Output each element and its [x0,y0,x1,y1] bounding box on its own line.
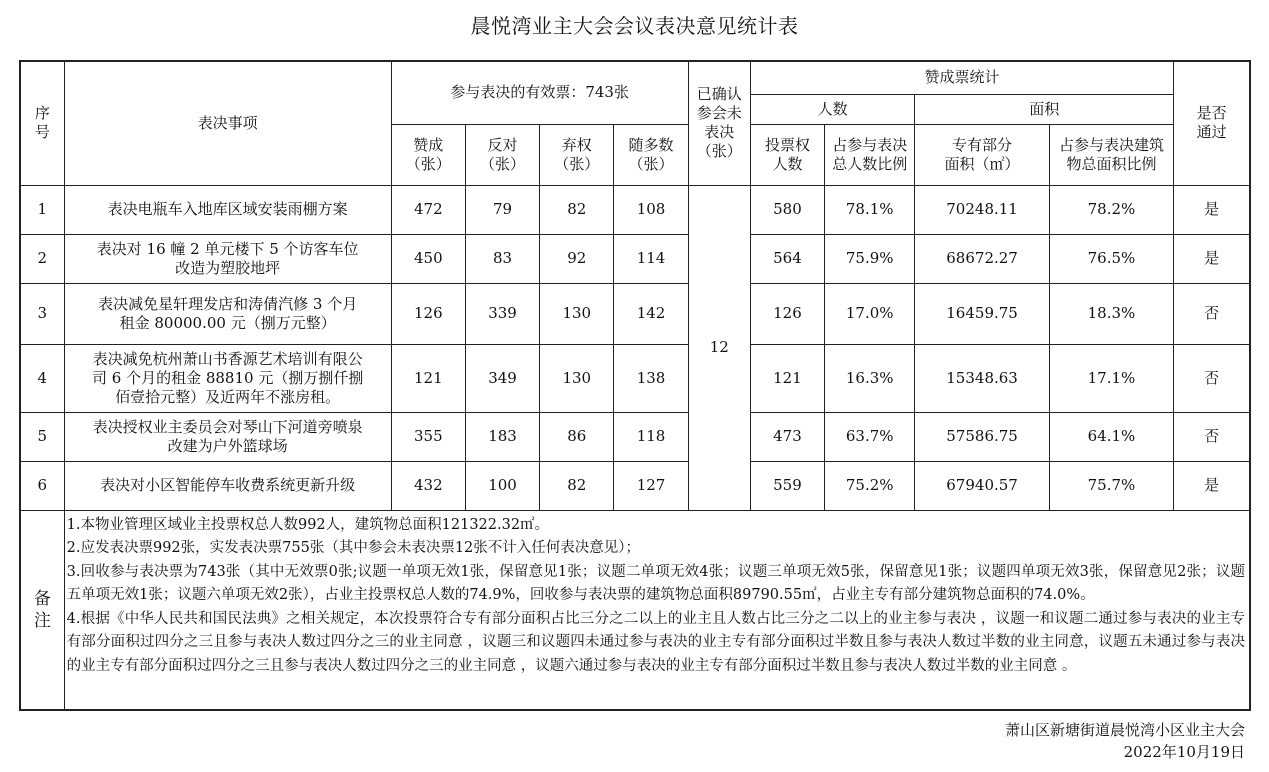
row-number: 4 [20,344,64,412]
row-abstain: 92 [540,234,614,283]
row-oppose: 339 [465,283,539,344]
row-voters: 580 [750,185,824,234]
header-approve [391,124,465,185]
row-area: 15348.63 [915,344,1049,412]
row-area: 67940.57 [915,461,1049,510]
header-line: 表决 [704,123,735,142]
row-item-line: 表决对小区智能停车收费系统更新升级 [100,476,356,494]
footer-organization: 萧山区新塘街道晨悦湾小区业主大会 [1004,721,1245,739]
row-abstain: 82 [540,461,614,510]
row-follow-majority: 118 [614,412,688,461]
header-voters [750,124,824,185]
header-line: 弃权 [561,135,592,154]
table-row [20,234,1250,283]
header-line: 随多数 [628,135,674,154]
row-voters-ratio: 17.0% [825,283,915,344]
row-item-line: 改建为户外篮球场 [167,436,288,455]
row-approve: 355 [391,412,465,461]
header-seq-line: 序 [34,104,50,123]
header-line: 投票权 [764,135,810,154]
row-area-ratio: 17.1% [1049,344,1173,412]
row-voters-ratio: 16.3% [825,344,915,412]
note-item: 3.回收参与表决票为743张（其中无效票0张;议题一单项无效1张，保留意见1张；议题二单项无效4张；议题三单项无效5张，保留意见1张；议题四单项无效3张，保留意见2张；议题五单项无效1张；议题六单项无效2张），占业主投票权总人数的74.9%，回收参与表决票的建筑物总面积89790.55㎡，占业主专有部分建筑物总面积的74.0%。 [66,563,1245,604]
table-row [20,461,1250,510]
header-approve-stats: 赞成票统计 [750,61,1173,94]
row-passed: 否 [1174,283,1250,344]
header-line: （张） [405,154,451,173]
header-line: 通过 [1196,123,1227,142]
header-area-ratio [1049,124,1173,185]
row-item-line: 表决减免杭州萧山书香源艺术培训有限公 [92,349,363,368]
header-passed [1174,61,1250,185]
header-line: （张） [628,154,674,173]
row-voters: 559 [750,461,824,510]
header-line: （张） [696,142,742,161]
header-seq-line: 号 [34,123,50,142]
header-seq [20,61,64,185]
vote-statistics-table [19,60,1251,711]
header-line: （张） [480,154,526,173]
header-item: 表决事项 [64,61,391,185]
row-oppose: 183 [465,412,539,461]
header-people: 人数 [750,94,915,124]
row-area: 68672.27 [915,234,1049,283]
row-item [64,344,391,412]
row-approve: 126 [391,283,465,344]
header-line: 总人数比例 [832,154,908,173]
header-area-exclusive [915,124,1049,185]
row-follow-majority: 127 [614,461,688,510]
notes-content [64,510,1250,710]
page-title: 晨悦湾业主大会会议表决意见统计表 [470,14,799,38]
header-line: 反对 [487,135,518,154]
notes-label-line: 备 [33,588,51,609]
row-approve: 432 [391,461,465,510]
row-oppose: 349 [465,344,539,412]
header-line: 人数 [772,154,803,173]
row-item-line: 表决授权业主委员会对琴山下河道旁喷泉 [92,417,363,436]
row-area-ratio: 64.1% [1049,412,1173,461]
row-follow-majority: 142 [614,283,688,344]
row-approve: 472 [391,185,465,234]
notes-row [20,510,1250,710]
row-approve: 450 [391,234,465,283]
notes-label-line: 注 [33,610,51,631]
row-voters: 121 [750,344,824,412]
header-line: 面积（㎡） [944,154,1020,173]
row-number: 2 [20,234,64,283]
row-voters-ratio: 75.9% [825,234,915,283]
row-number: 5 [20,412,64,461]
row-passed: 是 [1174,234,1250,283]
table-row [20,283,1250,344]
header-area: 面积 [915,94,1174,124]
row-oppose: 79 [465,185,539,234]
row-oppose: 83 [465,234,539,283]
header-line: 占参与表决建筑 [1058,135,1164,154]
note-item: 4.根据《中华人民共和国民法典》之相关规定，本次投票符合专有部分面积占比三分之二以上的业主且人数占比三分之二以上的业主参与表决 ，议题一和议题二通过参与表决的业主专有部分面积过四分之三且参与表决人数过四分之三的业主同意 ，议题三和议题四未通过参与表决的业主专有部分面积过半数且参与表决人数过半数的业主同意，议题五未通过参与表决的业主专有部分面积过四分之三且参与表决人数过四分之三的业主同意 ，议题六通过参与表决的业主专有部分面积过半数且参与表决人数过半数的业主同意 。 [66,610,1245,675]
header-line: 占参与表决 [832,135,908,154]
header-follow-majority [614,124,688,185]
header-line: 已确认 [696,85,742,104]
row-passed: 否 [1174,344,1250,412]
header-confirmed-absent [688,61,750,185]
row-voters-ratio: 63.7% [825,412,915,461]
header-line: 专有部分 [952,135,1013,154]
row-abstain: 130 [540,283,614,344]
note-item: 1.本物业管理区域业主投票权总人数992人，建筑物总面积121322.32㎡。 [66,516,550,533]
row-item-line: 佰壹拾元整）及近两年不涨房租。 [115,387,341,406]
row-follow-majority: 138 [614,344,688,412]
row-follow-majority: 114 [614,234,688,283]
row-abstain: 82 [540,185,614,234]
row-abstain: 130 [540,344,614,412]
row-item-line: 司 6 个月的租金 88810 元（捌万捌仟捌 [91,368,364,387]
row-item-line: 表决对 16 幢 2 单元楼下 5 个访客车位 [96,239,359,258]
row-item-line: 表决电瓶车入地库区域安装雨棚方案 [107,200,348,218]
row-item [64,185,391,234]
row-follow-majority: 108 [614,185,688,234]
header-line: （张） [554,154,600,173]
row-area-ratio: 18.3% [1049,283,1173,344]
row-item [64,461,391,510]
row-abstain: 86 [540,412,614,461]
header-line: 物总面积比例 [1066,154,1157,173]
row-area-ratio: 78.2% [1049,185,1173,234]
row-item-line: 表决减免星轩理发店和涛倩汽修 3 个月 [98,294,358,313]
notes-label [20,510,64,710]
row-oppose: 100 [465,461,539,510]
table-row [20,185,1250,234]
header-valid-votes: 参与表决的有效票：743张 [391,61,688,124]
table-row [20,344,1250,412]
row-voters: 126 [750,283,824,344]
header-abstain [540,124,614,185]
row-voters-ratio: 75.2% [825,461,915,510]
row-item [64,234,391,283]
row-area-ratio: 75.7% [1049,461,1173,510]
row-number: 6 [20,461,64,510]
row-passed: 是 [1174,461,1250,510]
row-passed: 是 [1174,185,1250,234]
row-area: 70248.11 [915,185,1049,234]
header-voters-ratio [825,124,915,185]
header-oppose [465,124,539,185]
header-line: 参会未 [696,104,742,123]
row-approve: 121 [391,344,465,412]
row-item [64,283,391,344]
header-line: 赞成 [413,135,444,154]
row-voters: 473 [750,412,824,461]
row-item [64,412,391,461]
row-area: 57586.75 [915,412,1049,461]
row-number: 3 [20,283,64,344]
row-passed: 否 [1174,412,1250,461]
row-item-line: 改造为塑胶地坪 [175,258,281,277]
header-line: 是否 [1196,104,1227,123]
note-item: 2.应发表决票992张，实发表决票755张（其中参会未表决票12张不计入任何表决意见）； [66,540,641,557]
row-area-ratio: 76.5% [1049,234,1173,283]
row-voters: 564 [750,234,824,283]
row-area: 16459.75 [915,283,1049,344]
confirmed-absent-value: 12 [688,185,750,510]
row-number: 1 [20,185,64,234]
footer-date: 2022年10月19日 [1123,743,1245,761]
row-voters-ratio: 78.1% [825,185,915,234]
table-row [20,412,1250,461]
footer [1005,719,1245,763]
row-item-line: 租金 80000.00 元（捌万元整） [119,313,336,332]
